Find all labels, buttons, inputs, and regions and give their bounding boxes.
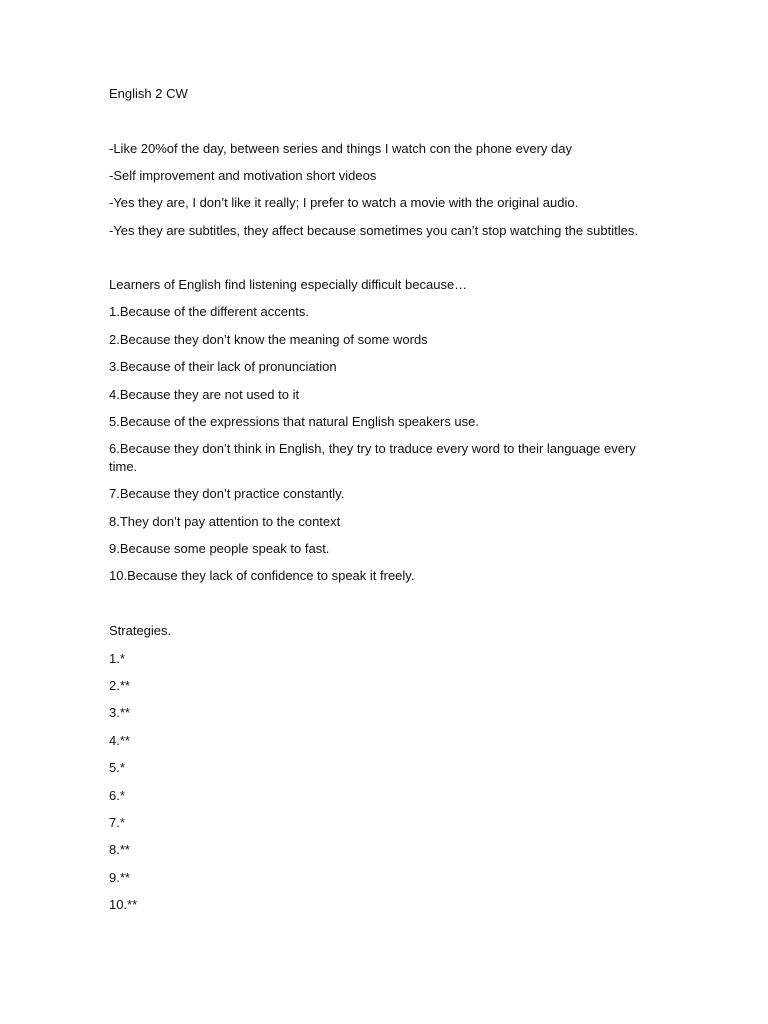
- answer-line: -Like 20%of the day, between series and things I watch con the phone every day: [109, 141, 572, 156]
- strategy-item: 6.*: [109, 788, 125, 803]
- learners-heading: Learners of English find listening especially difficult because…: [109, 277, 468, 292]
- reason-item: 6.Because they don’t think in English, they try to traduce every word to their language every time.: [109, 441, 636, 474]
- answer-line: -Yes they are subtitles, they affect because sometimes you can’t stop watching the subtitles.: [109, 223, 638, 238]
- reason-item: 1.Because of the different accents.: [109, 304, 309, 319]
- reason-item: 4.Because they are not used to it: [109, 387, 300, 402]
- reason-item: 5.Because of the expressions that natural English speakers use.: [109, 414, 479, 429]
- reason-item: 8.They don’t pay attention to the context: [109, 514, 341, 529]
- strategy-item: 5.*: [109, 760, 125, 775]
- strategy-item: 7.*: [109, 815, 125, 830]
- reason-item: 7.Because they don’t practice constantly.: [109, 486, 345, 501]
- answer-line: -Yes they are, I don’t like it really; I prefer to watch a movie with the original audio.: [109, 195, 579, 210]
- strategy-item: 9.**: [109, 870, 130, 885]
- reason-item: 2.Because they don’t know the meaning of some words: [109, 332, 428, 347]
- strategy-item: 4.**: [109, 733, 130, 748]
- reason-item: 3.Because of their lack of pronunciation: [109, 359, 337, 374]
- strategy-item: 8.**: [109, 842, 130, 857]
- strategy-item: 3.**: [109, 705, 130, 720]
- reason-item: 10.Because they lack of confidence to speak it freely.: [109, 568, 415, 583]
- strategy-item: 2.**: [109, 678, 130, 693]
- reason-item: 9.Because some people speak to fast.: [109, 541, 330, 556]
- answer-line: -Self improvement and motivation short videos: [109, 168, 377, 183]
- strategy-item: 10.**: [109, 897, 138, 912]
- document-title: English 2 CW: [109, 86, 188, 101]
- strategies-heading: Strategies.: [109, 623, 172, 638]
- strategy-item: 1.*: [109, 651, 125, 666]
